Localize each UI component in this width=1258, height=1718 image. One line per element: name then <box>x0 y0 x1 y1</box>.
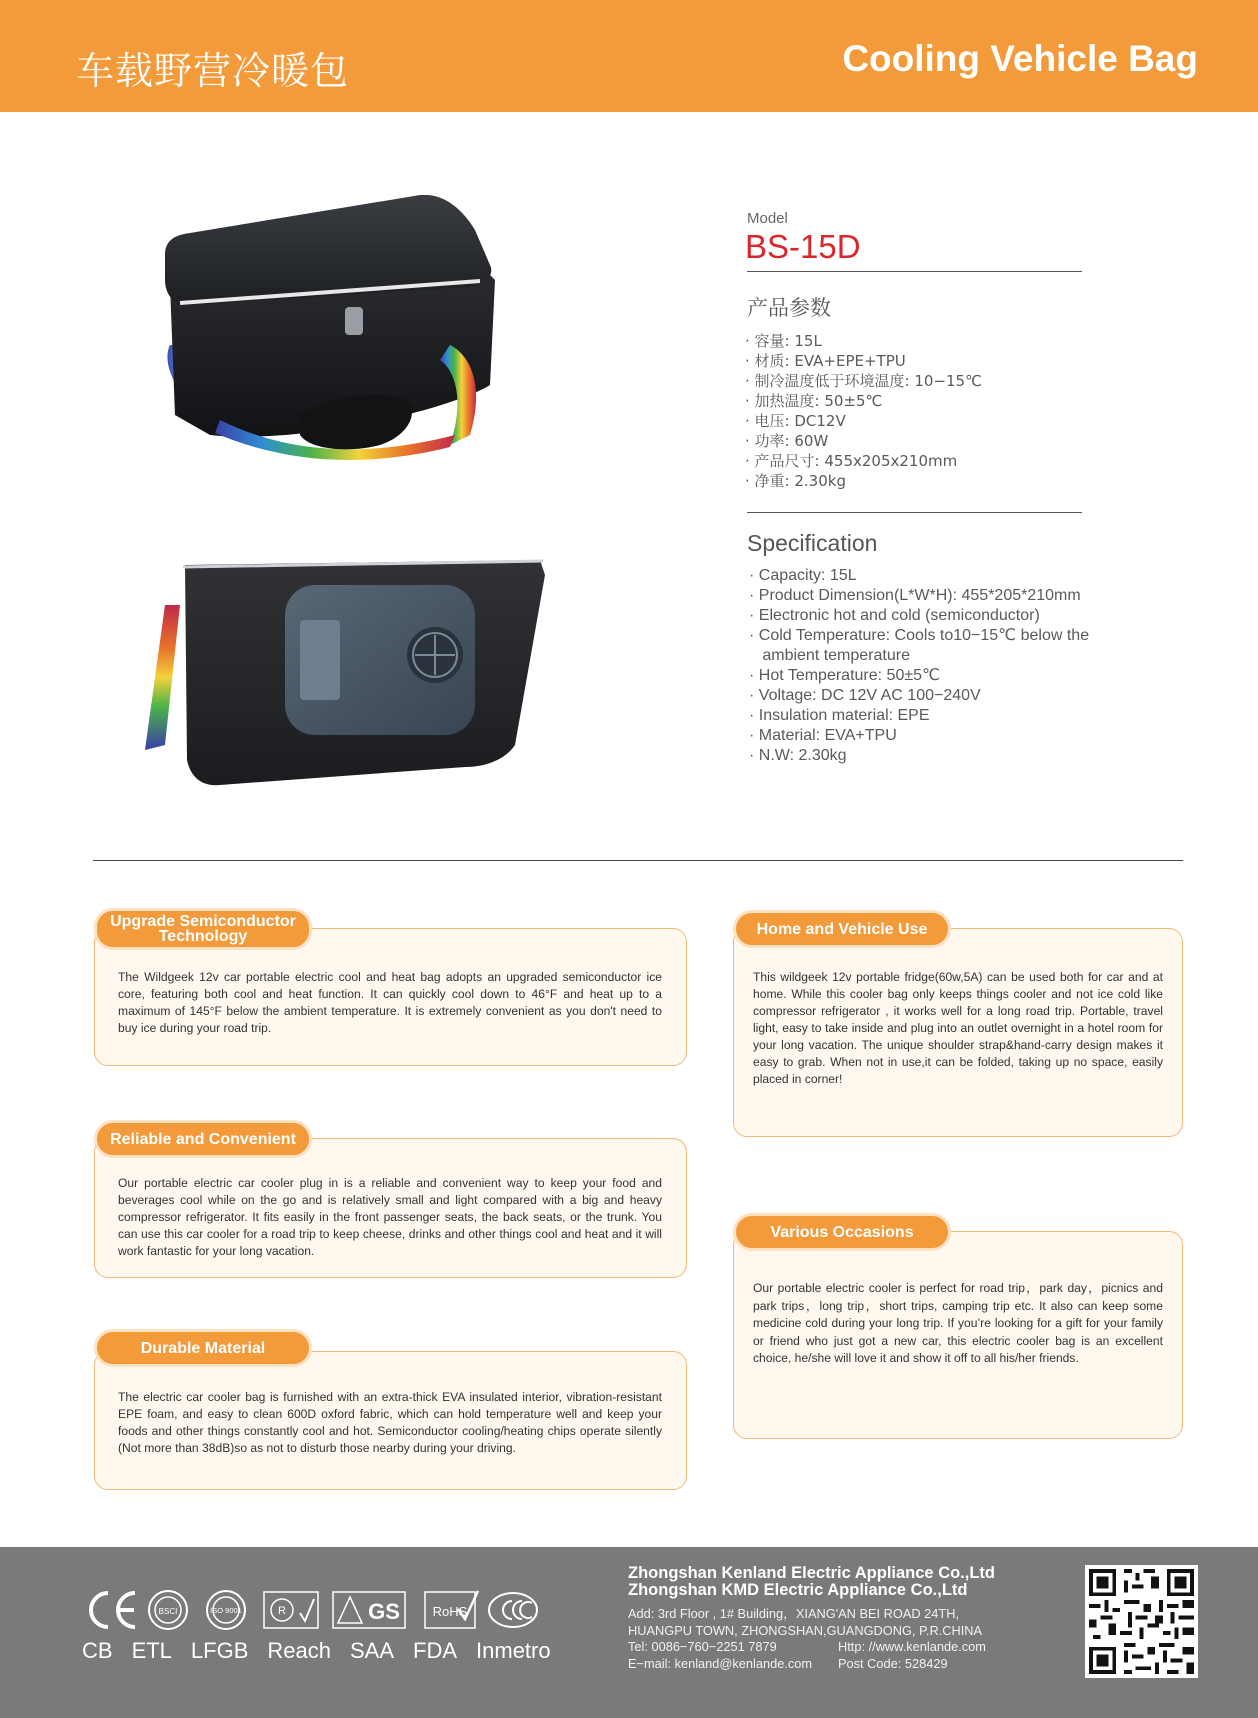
section-divider <box>93 860 1183 861</box>
post-code: Post Code: 528429 <box>838 1655 948 1671</box>
website-link[interactable]: Http: //www.kenlande.com <box>838 1639 986 1654</box>
header-banner <box>0 0 1258 112</box>
iso-text: ISO 9001 <box>210 1606 242 1615</box>
rohs-text: RoHS <box>432 1604 468 1619</box>
feature-text-home: This wildgeek 12v portable fridge(60w,5A) can be used both for car and at home. While this cooler bag only keeps things cooler and not ice cold like compressor refrigerator , it works well for a long road trip. Portable, travel light, easy to take inside and plug into an outlet overnight in a hotel room for your long vacation. The unique shoulder strap&hand-carry design makes it easy to grab. When not in use,it can be folded, taking up no space, easily placed in corner! <box>753 970 1163 1086</box>
feature-title-line: Upgrade Semiconductor <box>110 913 296 930</box>
certification-labels <box>82 1638 570 1664</box>
list-item: · 加热温度: 50±5℃ <box>745 392 883 410</box>
params-heading-cn: 产品参数 <box>747 296 831 320</box>
title-cn: 车载野营冷暖包 <box>76 49 350 93</box>
phone: Tel: 0086−760−2251 7879 <box>628 1639 777 1654</box>
model-label: Model <box>747 210 788 227</box>
feature-text-upgrade: The Wildgeek 12v car portable electric cool and heat bag adopts an upgraded semiconductor ice core, featuring both cool and heat function. It can quickly cool down to 46°F and heat up to a maximum of 145°F below the ambient temperature. It is extremely convenient as you don't need to buy ice during your road trip. <box>118 970 662 1035</box>
feature-text-reliable: Our portable electric car cooler plug in is a reliable and convenient way to keep your food and beverages cool while on the go and is relatively small and light compared with a big and heavy compressor refrigerator. It fits easily in the front passenger seats, the back seats, or the trunk. You can use this car cooler for a road trip to keep cheese, drinks and other things cool and heat and it will work fantastic for your long vacation. <box>118 1176 662 1258</box>
qr-code-icon[interactable] <box>1085 1565 1198 1678</box>
list-item: · 材质: EVA+EPE+TPU <box>745 352 906 370</box>
list-item: ambient temperature <box>749 647 910 664</box>
rule-divider <box>747 271 1082 272</box>
cert-label: LFGB <box>190 1638 249 1663</box>
feature-title-home: Home and Vehicle Use <box>733 910 951 948</box>
feature-text-occasions: Our portable electric cooler is perfect for road trip，park day，picnics and park trips，long trip，short trips, camping trip etc. It also can keep some medicine cold during your long trip. If you’re looking for a gift for your family or friend who just got a new car, this electric cooler bag is an excellent choice, he/she will love it and show it off to all his/her friends. <box>753 1281 1163 1366</box>
list-item: · 产品尺寸: 455x205x210mm <box>745 452 958 470</box>
ccc-mark-icon <box>489 1593 537 1627</box>
cert-label: SAA <box>349 1638 395 1663</box>
list-item: · 功率: 60W <box>745 432 829 450</box>
bsci-logo-icon <box>149 1591 187 1629</box>
list-item: · Hot Temperature: 50±5℃ <box>749 667 940 684</box>
ce-mark-icon <box>91 1593 135 1627</box>
feature-title-occasions: Various Occasions <box>733 1213 951 1251</box>
list-item: · N.W: 2.30kg <box>749 747 847 764</box>
address-line: HUANGPU TOWN, ZHONGSHAN,GUANGDONG, P.R.CHINA <box>628 1622 983 1638</box>
feature-title-reliable: Reliable and Convenient <box>94 1120 312 1158</box>
contact-row <box>628 1639 995 1656</box>
iso-9001-logo-icon <box>207 1591 245 1629</box>
r-mark-logo-icon <box>264 1592 318 1628</box>
rohs-mark-icon <box>425 1591 478 1628</box>
list-item: · 容量: 15L <box>745 332 822 350</box>
company-name: Zhongshan Kenland Electric Appliance Co.,Ltd <box>628 1564 996 1582</box>
list-item: · Voltage: DC 12V AC 100−240V <box>749 687 981 704</box>
cert-label: FDA <box>413 1638 458 1663</box>
params-list-cn <box>745 331 982 491</box>
cert-label: ETL <box>131 1638 172 1663</box>
list-item: · 制冷温度低于环境温度: 10−15℃ <box>745 372 982 390</box>
list-item: · 电压: DC12V <box>745 412 846 430</box>
rule-divider <box>747 512 1082 513</box>
contact-row <box>628 1656 995 1673</box>
spec-heading-en: Specification <box>747 530 878 556</box>
title-en: Cooling Vehicle Bag <box>842 38 1198 79</box>
list-item: · Cold Temperature: Cools to10−15℃ below the <box>749 627 1090 644</box>
address-line: Add: 3rd Floor , 1# Building，XIANG'AN BEI ROAD 24TH, <box>628 1606 960 1621</box>
product-photo-top <box>150 195 550 490</box>
gs-text: GS <box>368 1599 400 1624</box>
certification-logos <box>80 1585 540 1635</box>
company-name: Zhongshan KMD Electric Appliance Co.,Ltd <box>628 1581 968 1599</box>
bsci-text: BSCI <box>158 1607 178 1616</box>
list-item: · Insulation material: EPE <box>749 707 930 724</box>
list-item: · Product Dimension(L*W*H): 455*205*210mm <box>749 587 1081 604</box>
gs-mark-icon <box>333 1592 405 1628</box>
list-item: · Electronic hot and cold (semiconductor) <box>749 607 1040 624</box>
spec-list-en <box>749 566 1089 766</box>
cert-label: CB <box>82 1638 113 1663</box>
cert-label: Inmetro <box>476 1638 551 1663</box>
email-link[interactable]: E−mail: kenland@kenlande.com <box>628 1655 813 1671</box>
cert-label: Reach <box>267 1638 331 1663</box>
list-item: · Material: EVA+TPU <box>749 727 897 744</box>
feature-title-line: Technology <box>158 928 248 945</box>
feature-title-upgrade <box>94 908 312 950</box>
feature-text-durable: The electric car cooler bag is furnished with an extra-thick EVA insulated interior, vibration-resistant EPE foam, and easy to clean 600D oxford fabric, which can hold temperature well and keep your foods and other things constantly cool and hot. Semiconductor cooling/heating chips operate silently (Not more than 38dB)so as not to disturb those nearby during your driving. <box>118 1390 662 1455</box>
product-photo-side <box>135 545 555 790</box>
list-item: · 净重: 2.30kg <box>745 472 846 490</box>
company-contact <box>628 1606 995 1672</box>
company-info <box>628 1565 995 1672</box>
feature-title-durable: Durable Material <box>94 1329 312 1367</box>
svg-text:R: R <box>278 1605 286 1617</box>
model-number: BS-15D <box>745 228 861 265</box>
list-item: · Capacity: 15L <box>749 567 857 584</box>
